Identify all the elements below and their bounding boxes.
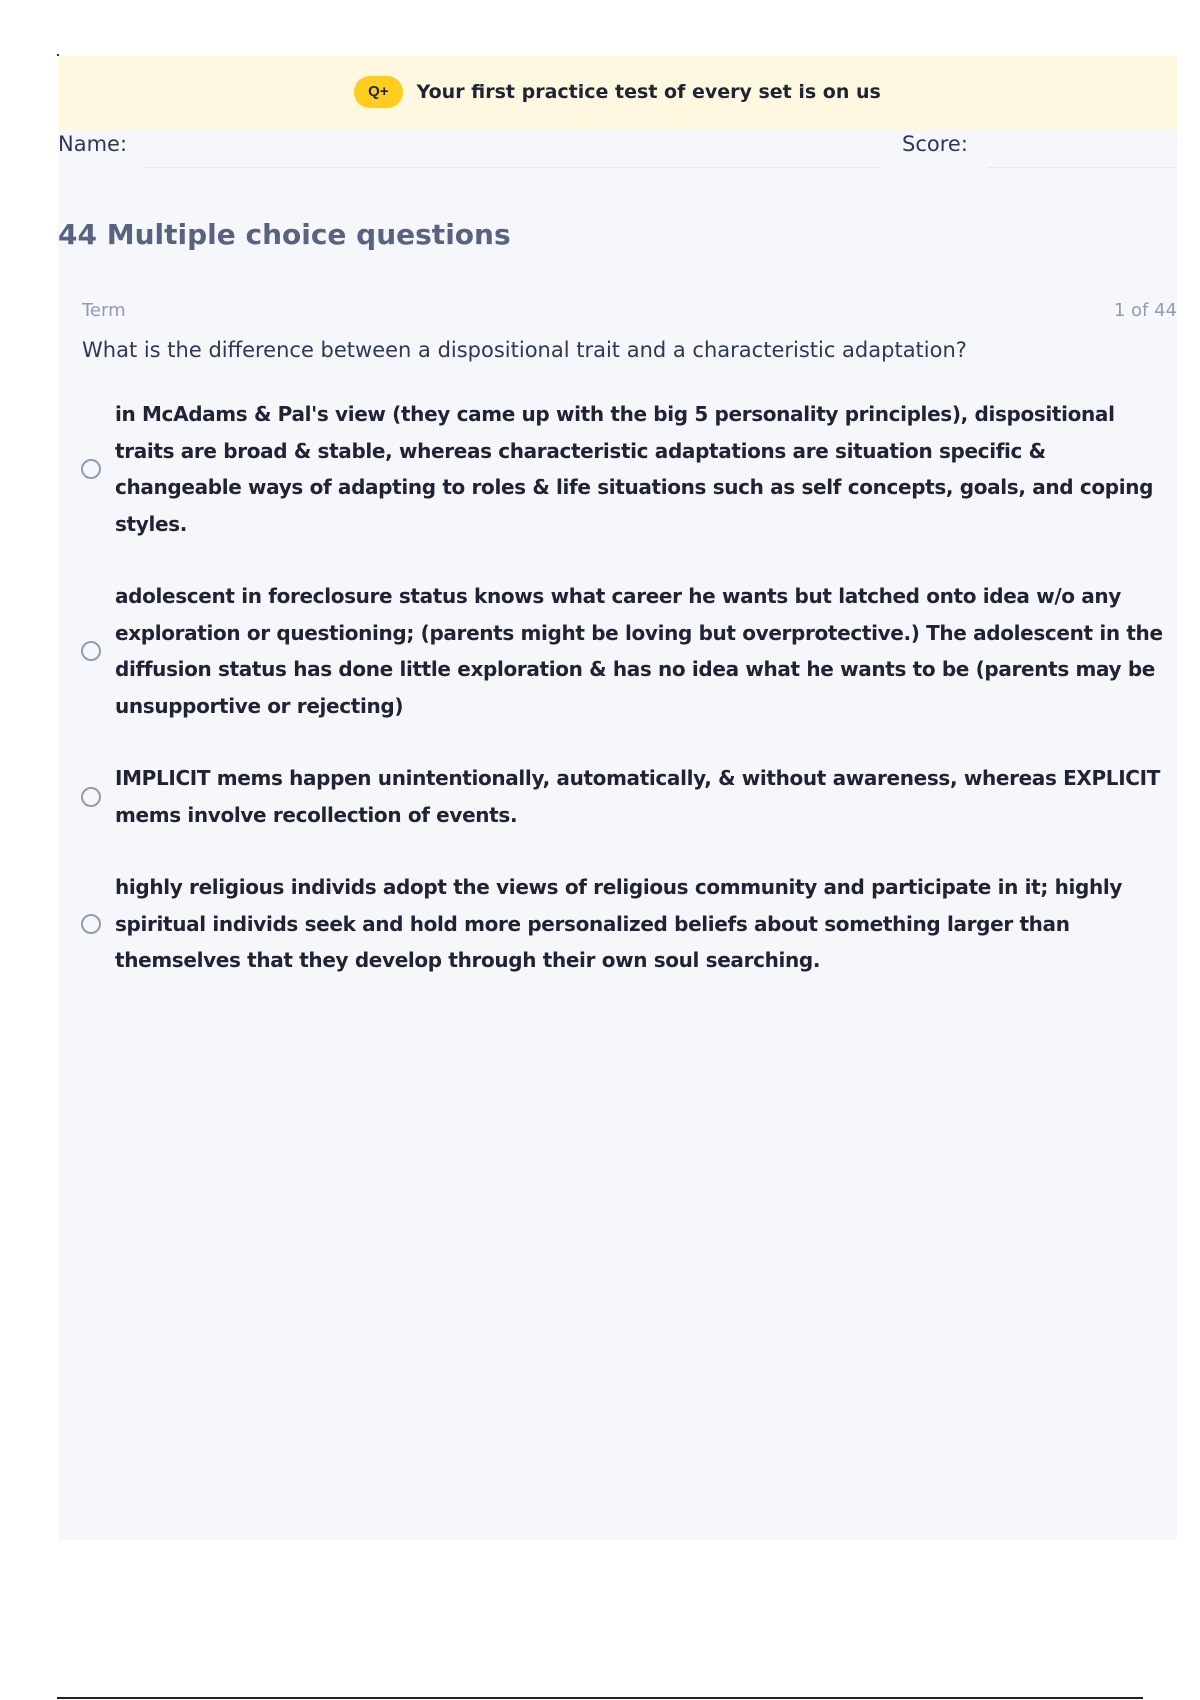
- radio-button-icon[interactable]: [81, 641, 101, 661]
- score-label: Score:: [902, 132, 968, 156]
- promo-banner[interactable]: [58, 56, 1177, 129]
- name-label: Name:: [58, 132, 128, 156]
- radio-button-icon[interactable]: [81, 459, 101, 479]
- question-prompt: What is the difference between a dispositional trait and a characteristic adaptation?: [82, 338, 967, 362]
- test-sheet: [58, 56, 1177, 1540]
- answer-option-text: highly religious individs adopt the views of religious community and participate in it; highly spiritual individs seek and hold more personalized beliefs about something larger than themselves that they develop through their own soul searching.: [115, 875, 1123, 973]
- question-counter: 1 of 44: [1113, 300, 1177, 321]
- answer-option[interactable]: [80, 869, 1170, 979]
- radio-button-icon[interactable]: [81, 787, 101, 807]
- score-field-line: [988, 167, 1177, 168]
- answer-option[interactable]: [80, 760, 1170, 833]
- qplus-badge: Q+: [354, 76, 402, 108]
- radio-button-icon[interactable]: [81, 914, 101, 934]
- section-title: 44 Multiple choice questions: [58, 218, 511, 251]
- answer-option-text: adolescent in foreclosure status knows what career he wants but latched onto idea w/o any exploration or questioning; (parents might be loving but overprotective.) The adolescent in the diffusion status has done little exploration & has no idea what he wants to be (parents may be unsupportive or rejecting): [115, 584, 1163, 718]
- answer-option[interactable]: [80, 396, 1170, 542]
- promo-text: Your first practice test of every set is on us: [416, 81, 881, 103]
- answer-option-text: IMPLICIT mems happen unintentionally, automatically, & without awareness, whereas EXPLICIT mems involve recollection of events.: [115, 766, 1160, 827]
- promo-content: [58, 76, 1177, 108]
- answer-option[interactable]: [80, 578, 1170, 724]
- term-label: Term: [82, 300, 126, 321]
- name-field-line: [146, 167, 882, 168]
- answer-options: [80, 396, 1170, 979]
- answer-option-text: in McAdams & Pal's view (they came up with the big 5 personality principles), dispositional traits are broad & stable, whereas characteristic adaptations are situation specific & changeable ways of adapting to roles & life situations such as self concepts, goals, and coping styles.: [115, 402, 1154, 536]
- page-bottom-rule: [57, 1697, 1143, 1699]
